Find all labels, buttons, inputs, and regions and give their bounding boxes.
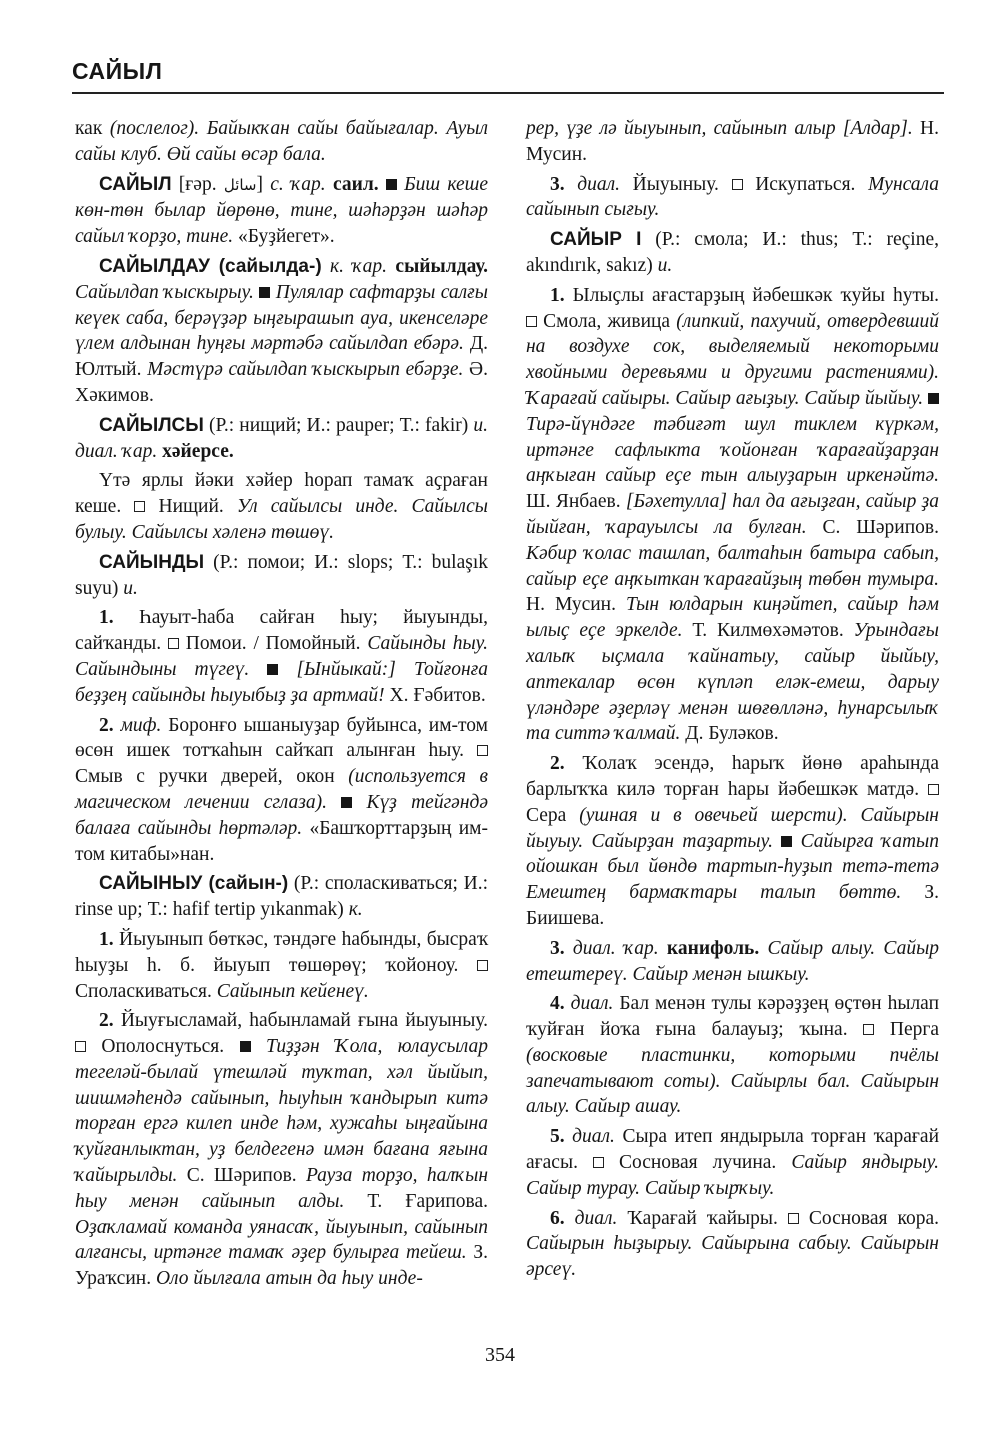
italic-text: Биш кеше көн-төн былар йөрөнө, тине, шәһәрҙән шәһәр сайыл ҡорҙо, тине. xyxy=(75,173,489,248)
text-run: Сера xyxy=(526,804,580,826)
translation-marker-icon xyxy=(134,501,145,512)
text-run: Йыуыныу. xyxy=(620,173,732,195)
italic-text: и. xyxy=(123,577,138,599)
dictionary-paragraph xyxy=(75,254,488,409)
bold-text: 1. xyxy=(99,928,114,950)
translation-marker-icon xyxy=(526,316,537,327)
text-run: Перга xyxy=(874,1019,939,1041)
text-run xyxy=(379,174,386,195)
translation-marker-icon xyxy=(593,1157,604,1168)
dictionary-paragraph xyxy=(75,713,488,868)
text-run: Сосновая кора. xyxy=(798,1207,940,1229)
text-run xyxy=(759,938,767,959)
italic-text: (послелог). Байыкҡан сайы байығалар. Ауыл сайы клуб. Өй сайы өсәр бала. xyxy=(75,118,488,165)
dictionary-paragraph xyxy=(526,751,939,932)
dictionary-paragraph xyxy=(75,605,488,708)
text-run xyxy=(249,659,267,680)
italic-text: (восковые пластинки, которыми пчёлы запечатывают соты). Сайырлы бал. Сайырын алыу. Сайыр ашау. xyxy=(526,1044,939,1118)
translation-marker-icon xyxy=(477,745,488,756)
translation-marker-icon xyxy=(928,784,939,795)
headword: САЙЫНЫУ (сайын-) xyxy=(99,873,289,895)
text-run xyxy=(565,938,573,959)
example-marker-icon xyxy=(240,1041,251,1052)
text-run: Помои. / Помойный. xyxy=(178,633,368,655)
text-run xyxy=(251,1036,266,1057)
dictionary-paragraph xyxy=(75,172,488,250)
italic-text: Сайыр алыу. Сайыр етештереү. Сайыр менән ышкыу. xyxy=(526,937,940,985)
bold-text: 3. xyxy=(550,173,565,195)
dictionary-paragraph xyxy=(75,871,488,923)
dictionary-paragraph xyxy=(75,116,488,168)
italic-text: (ушная и в овечьей шерсти). Сайырын йыуыу. Сайырҙан таҙартыу. xyxy=(526,804,939,852)
headword: САЙЫР I xyxy=(550,229,642,251)
text-run: Споласкиваться. xyxy=(75,980,217,1002)
italic-text: и. xyxy=(657,254,673,276)
italic-text: рер, үҙе лә йыуынып, сайынып алыр [Алдар]. xyxy=(526,118,913,139)
bold-text: 6. xyxy=(550,1207,565,1229)
italic-text: Кәбир ҡолас ташлап, балтаһын батыра сабып, сайыр еҫе аңҡыткан ҡарағайҙың төбөн тумыра. xyxy=(526,542,939,590)
bold-text: 3. xyxy=(550,937,565,959)
bold-text: сыйылдау. xyxy=(395,255,488,277)
headword: САЙЫЛСЫ xyxy=(99,414,204,436)
example-marker-icon xyxy=(341,797,352,808)
italic-text: к. xyxy=(348,899,363,921)
text-run xyxy=(773,831,781,852)
italic-text: Мәстүрә сайылдап ҡыскырып ебәрҙе. xyxy=(147,359,464,381)
text-run: Ҡолаҡ эсендә, һарыҡ йөнө араһында барлыҡҡа килә торған һары йәбешкәк матдә. xyxy=(526,753,939,800)
text-run xyxy=(322,256,330,277)
italic-text: [Бәхетулла] һал да ағыҙған, сайыр ҙа йыйған, ҡарауылсы ла булған. xyxy=(526,491,939,538)
dictionary-paragraph xyxy=(526,116,939,168)
text-run: Бал менән тулы кәрәҙҙең өҫтөн һылап ҡуйған йоҡа ғына балауыҙ; ҡына. xyxy=(526,993,940,1041)
text-run xyxy=(565,1208,575,1229)
translation-marker-icon xyxy=(75,1041,86,1052)
text-run xyxy=(352,792,366,813)
text-run: Д. Буләков. xyxy=(680,723,779,745)
italic-text: Оҙаҡламай команда уянасаҡ, йыуынып, сайынып алғансы, иртәнге тамаҡ әҙер булырға тейеш. xyxy=(75,1216,488,1264)
italic-text: с. ҡар. xyxy=(270,173,326,195)
text-run: Сыра итеп яндырыла торған ҡарағай ағасы. xyxy=(526,1126,940,1174)
italic-text: Пулялар сафтарҙы салғы кеүек саба, берәүҙәр ыңғырашып ауа, икенселәре үлем алдынан һуңғы мәртәбә сайылдап ебәрә. xyxy=(75,281,488,355)
text-run: Н. Мусин. xyxy=(526,594,627,616)
text-run: Ш. Янбаев. xyxy=(526,491,626,513)
dictionary-paragraph xyxy=(75,927,488,1004)
dictionary-paragraph xyxy=(75,1008,488,1292)
bold-text: 4. xyxy=(550,993,565,1015)
italic-text: Күҙ тейгәндә балаға сайынды һөртәләр. xyxy=(75,791,489,839)
dictionary-paragraph xyxy=(526,936,939,988)
text-run: С. Шәрипов. xyxy=(177,1165,306,1187)
italic-text: Оло йылғала атын да һыу инде- xyxy=(155,1268,423,1290)
italic-text: и. диал. ҡар. xyxy=(75,414,488,462)
text-run: ] xyxy=(256,173,271,195)
italic-text: Сайырға ҡатып ойошкан был йөндө тартып-һуҙып тетә-тетә Емештең бармаҡтары талып бөттө. xyxy=(526,830,940,904)
italic-text: к. ҡар. xyxy=(330,255,388,277)
translation-marker-icon xyxy=(168,638,179,649)
italic-text: Сайырын һыҙырыу. Сайырына сабыу. Сайырын әрсеү. xyxy=(526,1233,939,1281)
italic-text: Сайылдап ҡыскырыу. xyxy=(75,281,254,303)
text-run: «Башҡорттарҙың им-том китабы»нан. xyxy=(75,817,488,865)
text-run: как xyxy=(75,118,110,139)
italic-text: Рауза торҙо, һалҡын һыу менән сайынып алды. xyxy=(75,1165,488,1212)
text-run: (Р.: помои; И.: slops; Т.: bulaşık suyu) xyxy=(75,551,488,599)
text-run: С. Шәрипов. xyxy=(806,516,939,538)
dictionary-paragraph xyxy=(526,1124,939,1201)
page-number: 354 xyxy=(485,1344,515,1366)
dictionary-paragraph xyxy=(75,550,488,602)
bold-text: 2. xyxy=(99,714,114,736)
text-run: Боронғо ышаныуҙар буйынса, им-том өсөн ишек тотҡаһын сайҡап алынған һыу. xyxy=(75,714,489,762)
headword: САЙЫЛДАУ (сайылда-) xyxy=(99,255,322,277)
text-run xyxy=(659,938,667,959)
right-column xyxy=(526,116,939,1287)
italic-text: Урындағы халыҡ ыҫмала ҡайнатыу, сайыр йыйыу, аптекалар өсөн күпләп еләк-емеш, дарыу үләндәре әҙерләү менән шөғөлләнә, һунарсылыҡ та ситтә ҡалмай. xyxy=(526,620,939,745)
text-run: Т. Ғарипова. xyxy=(344,1190,488,1212)
page-header xyxy=(72,58,944,94)
text-run: (Р.: нищий; И.: pauper; Т.: fakir) xyxy=(203,414,474,436)
text-run: З. Ураҡсин. xyxy=(75,1242,488,1290)
bold-text: 2. xyxy=(550,753,565,775)
text-run xyxy=(565,174,578,195)
italic-text: Тын юлдарын киңәйтеп, сайыр һәм ылыҫ еҫе эркелде. xyxy=(526,594,939,642)
bold-text: 2. xyxy=(99,1010,114,1032)
italic-text: Сайыр яндырыу. Сайыр турау. Сайыр ҡырҡыу. xyxy=(526,1152,939,1199)
arabic-script: سائل xyxy=(223,175,257,194)
text-run: Ҡарағай ҡайыры. xyxy=(617,1207,788,1229)
translation-marker-icon xyxy=(477,960,488,971)
italic-text: Тирә-йүндәге тәбиғәт шул тиклем күркәм, иртәнге сафлыкта ҡойонған ҡарағайҙарҙан аңҡыған сайыр еҫе тын алыуҙарын иркенәйтә. xyxy=(526,413,939,487)
italic-text: Ул сайылсы инде. Сайылсы булыу. Сайылсы хәленә төшөү. xyxy=(75,496,488,543)
text-run: Сосновая лучина. xyxy=(603,1152,792,1174)
text-run: [ғәр. xyxy=(171,173,224,195)
italic-text: диал. xyxy=(574,1207,618,1229)
bold-text: канифоль. xyxy=(666,937,760,959)
bold-text: саил. xyxy=(332,173,379,195)
text-run: Һауыт-һаба сайған һыу; йыуынды, сайҡанды. xyxy=(75,607,488,655)
bold-text: хәйерсе. xyxy=(162,440,234,462)
bold-text: 1. xyxy=(550,284,565,306)
text-run: Х. Ғәбитов. xyxy=(384,684,486,706)
text-run: Смыв с ручки дверей, окон xyxy=(75,766,349,788)
text-run: Смола, живица xyxy=(537,310,677,332)
translation-marker-icon xyxy=(732,179,743,190)
italic-text: Мунсала сайынып сығыу. xyxy=(526,173,940,221)
italic-text: [Ынйыкай:] Тойғонға беҙҙең сайынды һыуыбыҙ ҙа артмай! xyxy=(75,658,488,706)
dictionary-paragraph xyxy=(526,1206,939,1283)
text-run xyxy=(792,831,800,852)
italic-text: диал. xyxy=(570,993,614,1015)
italic-text: диал. xyxy=(577,173,621,195)
text-run: З. Биишева. xyxy=(526,882,939,929)
text-run: Йыуынып бөткәс, тәндәге һабынды, бысраҡ һыуҙы һ. б. йыуып төшөрөү; ҡойоноу. xyxy=(75,928,488,976)
text-run: Йыуғысламай, һабынламай ғына йыуыныу. xyxy=(113,1010,488,1032)
italic-text: Сайынып кейенеү. xyxy=(216,980,369,1002)
text-run xyxy=(327,792,341,813)
dictionary-paragraph xyxy=(526,991,939,1120)
text-run: Д. Юлтый. xyxy=(75,333,488,381)
italic-text: диал. ҡар. xyxy=(572,937,659,959)
example-marker-icon xyxy=(386,179,397,190)
text-run: (Р.: смола; И.: thus; Т.: reçine, akındırık, sakız) xyxy=(526,229,939,276)
text-run: (Р.: споласкиваться; И.: rinse up; Т.: hafif tertip yıkanmak) xyxy=(75,873,488,921)
running-head-title: САЙЫЛ xyxy=(72,58,163,84)
dictionary-paragraph xyxy=(526,283,939,747)
text-run xyxy=(278,659,296,680)
dictionary-paragraph xyxy=(526,172,939,224)
text-run: Искупаться. xyxy=(742,173,869,195)
text-run: Н. Мусин. xyxy=(526,118,939,165)
text-run: Ә. Хәкимов. xyxy=(75,359,488,406)
dictionary-paragraph xyxy=(75,468,488,545)
italic-text: Тиҙҙән Ҡола, юлаусылар тегеләй-былай үтешләй туҡтап, хәл йыйып, шишмәһендә сайынып, һыуһын ҡандырып китә торған ергә килеп инде һәм, хужаһы ыңғайына ҡуйғанлыктан, уҙ белдегенә имән бағана яғына ҡайырылды. xyxy=(75,1036,489,1187)
example-marker-icon xyxy=(928,393,939,404)
italic-text: (используется в магическом лечении сглаза). xyxy=(75,766,488,813)
bold-text: 1. xyxy=(99,607,114,629)
example-marker-icon xyxy=(259,287,270,298)
left-column xyxy=(75,116,488,1296)
italic-text: миф. xyxy=(120,714,162,736)
example-marker-icon xyxy=(267,664,278,675)
text-run xyxy=(326,174,333,195)
translation-marker-icon xyxy=(788,1213,799,1224)
dictionary-paragraph xyxy=(526,227,939,279)
example-marker-icon xyxy=(781,836,792,847)
bold-text: 5. xyxy=(550,1126,565,1148)
text-run: «Буҙйегет». xyxy=(233,226,335,248)
headword: САЙЫНДЫ xyxy=(99,551,205,573)
italic-text: диал. xyxy=(572,1126,615,1148)
translation-marker-icon xyxy=(863,1024,874,1035)
italic-text: (липкий, пахучий, отвердевший на воздухе сок, выделяемый некоторыми хвойными деревьями и другими растениями). Ҡарағай сайыры. Сайыр ағыҙыу. Сайыр йыйыу. xyxy=(526,310,939,409)
italic-text: Сайынды һыу. Сайындыны түгеү. xyxy=(75,633,488,680)
text-run: Ополоснуться. xyxy=(86,1036,240,1058)
text-run: Үтә ярлы йәки хәйер һорап тамаҡ аҫраған кеше. xyxy=(75,470,488,518)
text-run: Т. Килмөхәмәтов. xyxy=(682,620,854,642)
dictionary-paragraph xyxy=(75,413,488,465)
headword: САЙЫЛ xyxy=(99,173,172,195)
text-run: Нищий. xyxy=(145,496,237,518)
text-run: Ылыҫлы ағастарҙың йәбешкәк ҡуйы һуты. xyxy=(564,284,939,306)
